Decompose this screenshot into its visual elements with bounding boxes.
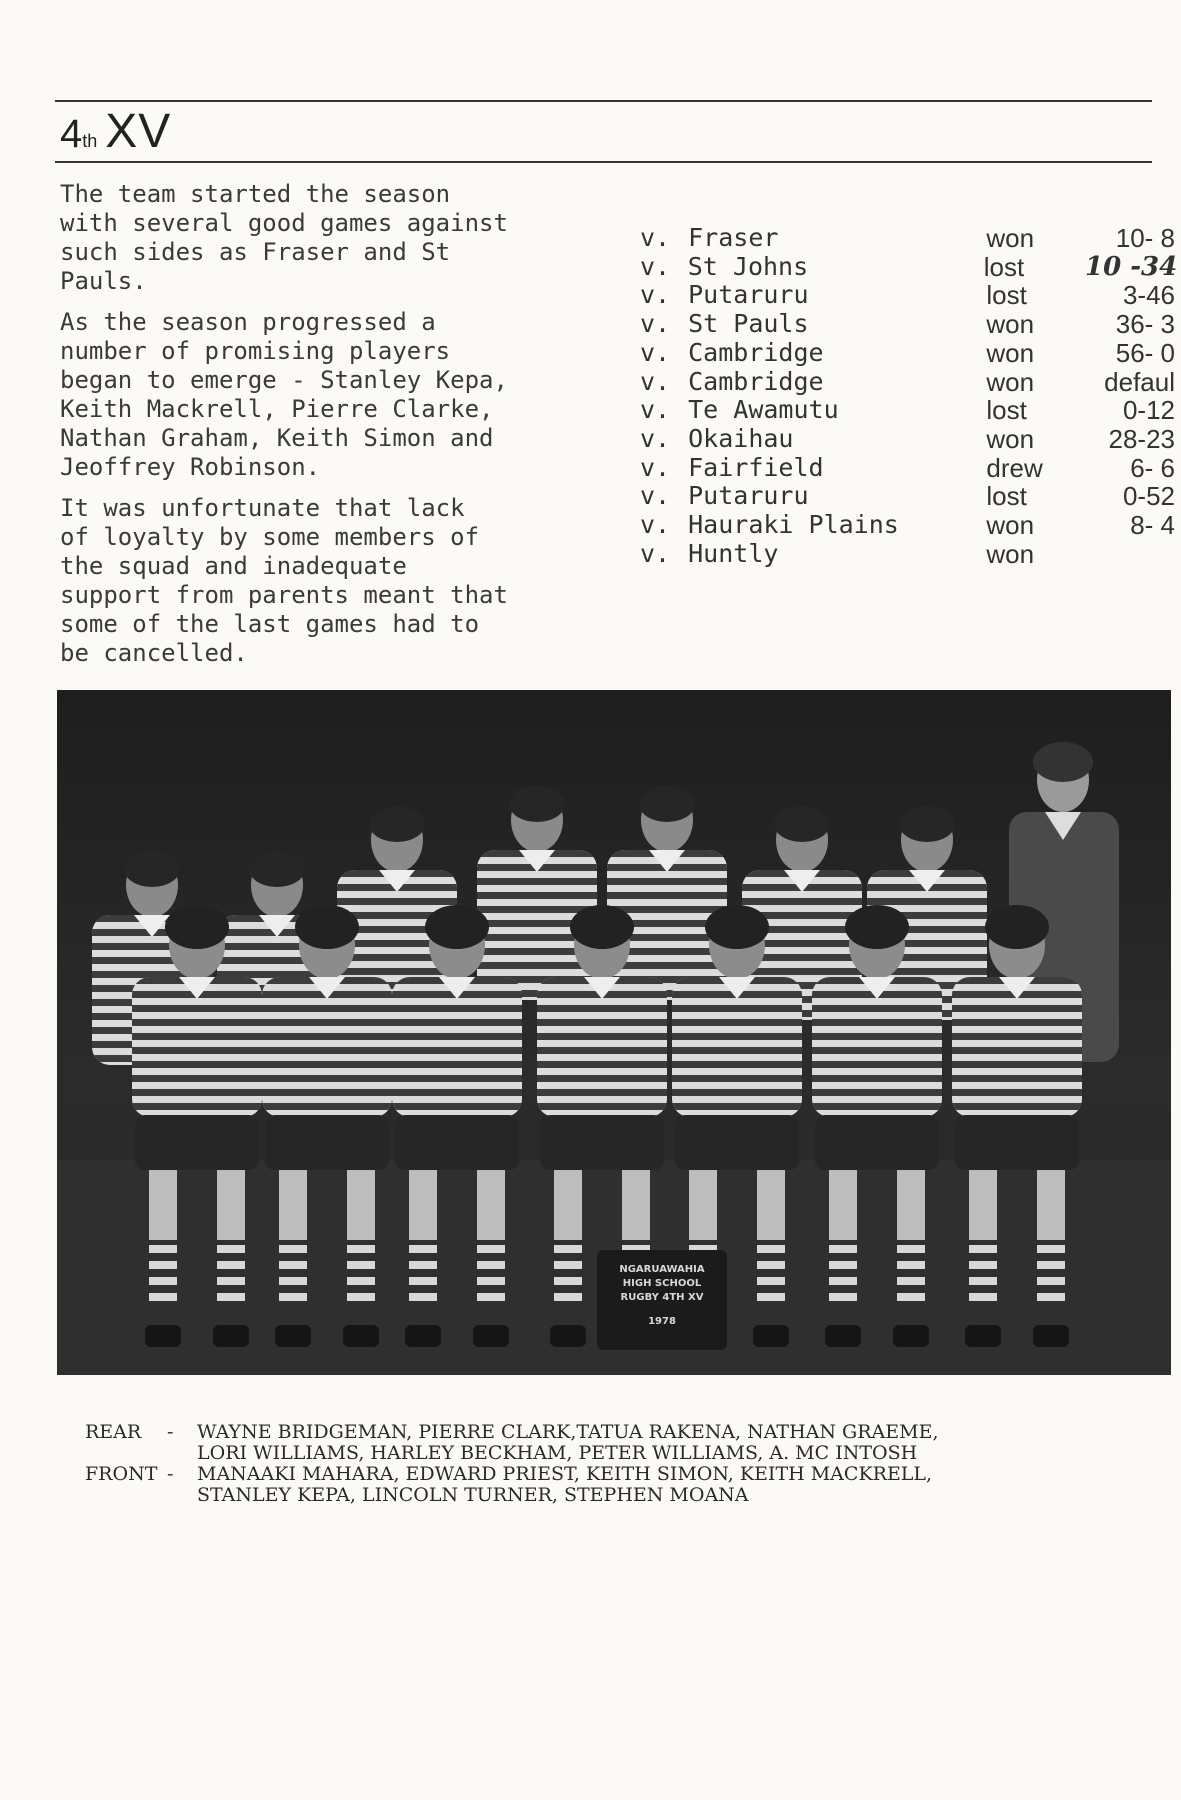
result-outcome: won [986,423,1035,454]
front-player-jersey-stripe [132,1047,262,1054]
result-score: 8- 4 [1130,510,1175,541]
front-player-jersey-stripe [672,1047,802,1054]
result-score: 36- 3 [1115,309,1175,340]
front-player-sock-hoop [757,1277,785,1285]
front-player-shorts [955,1115,1079,1170]
front-player-sock-hoop [1037,1277,1065,1285]
front-player-sock-hoop [829,1277,857,1285]
result-outcome: won [986,223,1035,253]
result-row [640,251,1178,282]
result-outcome: won [986,366,1035,397]
front-player-sock-hoop [409,1293,437,1301]
front-player-sock-hoop [554,1293,582,1301]
front-label: FRONT [85,1463,158,1485]
front-player-sock-hoop [554,1277,582,1285]
rear-player-jersey-stripe [477,878,597,885]
front-player-sock-hoop [1037,1245,1065,1253]
front-player-leg [897,1170,925,1240]
result-row [640,224,1175,253]
result-v: v. [640,366,671,396]
front-player-jersey-stripe [952,1005,1082,1012]
front-player-jersey-stripe [262,1103,392,1110]
intro-paragraph: The team started the season with several good games against such sides as Fraser and St Pauls. [60,180,508,295]
front-player-jersey-stripe [672,1033,802,1040]
front-player-jersey-stripe [537,1089,667,1096]
front-player-sock-hoop [149,1293,177,1301]
front-row [85,1464,1175,1485]
rear-row [85,1422,1175,1443]
result-score: defaul [1104,366,1175,397]
board-line: HIGH SCHOOL [622,1278,702,1289]
rear-names-line2: LORI WILLIAMS, HARLEY BECKHAM, PETER WILLIAMS, A. MC INTOSH [197,1442,918,1464]
front-player-jersey-stripe [392,1019,522,1026]
result-outcome: won [986,309,1035,340]
result-outcome: won [986,538,1035,569]
front-player-hair [845,905,909,949]
front-player-jersey-stripe [392,1103,522,1110]
rear-player-jersey-stripe [477,892,597,899]
front-player-shorts [815,1115,939,1170]
front-player-jersey-stripe [812,1061,942,1068]
front-player-sock-hoop [279,1261,307,1269]
front-player-jersey-stripe [952,1075,1082,1082]
front-player-jersey-stripe [537,1047,667,1054]
front-player-jersey-stripe [262,1089,392,1096]
front-player-sock-hoop [347,1277,375,1285]
result-row [640,482,1175,511]
front-player-jersey-stripe [392,1047,522,1054]
title-suffix: th [82,131,98,151]
coach-hair [1033,742,1093,782]
result-row [640,396,1175,425]
front-player-boot [405,1325,441,1347]
front-player-leg [409,1170,437,1240]
result-outcome: won [986,510,1035,541]
heading-rule [55,161,1152,163]
result-opponent: Fraser [688,223,779,252]
result-row [640,281,1175,310]
front-player-sock-hoop [897,1245,925,1253]
front-player-shorts [395,1115,519,1170]
front-player-boot [550,1325,586,1347]
result-opponent: Fairfield [688,452,824,482]
front-dash: - [167,1463,174,1485]
front-player-sock-hoop [217,1277,245,1285]
front-player-sock-hoop [477,1261,505,1269]
front-player-boot [965,1325,1001,1347]
front-player-leg [477,1170,505,1240]
result-v: v. [640,452,671,482]
result-row [640,339,1175,368]
front-player-shorts [540,1115,664,1170]
result-v: v. [640,337,671,367]
front-player-boot [893,1325,929,1347]
front-player-jersey-stripe [812,1005,942,1012]
intro-paragraph: As the season progressed a number of promising players began to emerge - Stanley Kepa, Keith Mackrell, Pierre Clarke, Nathan Graham, Keith Simon and Jeoffrey Robinson. [60,308,508,481]
front-player-leg [554,1170,582,1240]
front-player-boot [213,1325,249,1347]
front-player-sock-hoop [757,1245,785,1253]
front-player-sock-hoop [829,1245,857,1253]
front-player-sock-hoop [554,1261,582,1269]
front-player-sock-hoop [149,1277,177,1285]
result-row [640,540,1175,569]
front-player-sock-hoop [969,1245,997,1253]
front-player-sock-hoop [969,1293,997,1301]
front-player-sock-hoop [757,1293,785,1301]
front-player-shorts [675,1115,799,1170]
front-player-jersey-stripe [537,1103,667,1110]
result-opponent: Cambridge [688,366,824,396]
result-row [640,425,1175,454]
rear-player-hair [369,806,425,842]
front-player-leg [149,1170,177,1240]
front-player-leg [1037,1170,1065,1240]
front-player-boot [1033,1325,1069,1347]
front-player-jersey-stripe [952,1103,1082,1110]
front-player-jersey-stripe [952,1089,1082,1096]
front-player-sock-hoop [217,1245,245,1253]
result-v: v. [640,251,671,281]
front-player-sock-hoop [477,1245,505,1253]
result-row [640,310,1175,339]
front-player-jersey-stripe [392,1061,522,1068]
front-player-jersey-stripe [537,1019,667,1026]
result-outcome: won [986,337,1035,368]
front-player-jersey-stripe [672,1075,802,1082]
rear-player-hair [639,786,695,822]
front-player-sock-hoop [554,1245,582,1253]
result-opponent: Putaruru [688,481,809,511]
result-v: v. [640,395,671,425]
front-player-jersey-stripe [952,1033,1082,1040]
result-outcome: lost [986,280,1027,311]
result-row [640,511,1175,540]
rear-player-jersey-stripe [742,968,862,975]
front-player-hair [425,905,489,949]
result-opponent: Te Awamutu [688,395,839,425]
front-player-sock-hoop [477,1293,505,1301]
front-player-jersey-stripe [812,1089,942,1096]
result-v: v. [640,223,671,252]
intro-paragraph: It was unfortunate that lack of loyalty by some members of the squad and inadequate support from parents meant that some of the last games had to be cancelled. [60,494,508,667]
intro-text [60,180,620,680]
result-row [640,454,1175,483]
front-player-sock-hoop [347,1261,375,1269]
front-player-sock-hoop [897,1261,925,1269]
rear-player-hair [249,851,305,887]
front-player-sock-hoop [829,1261,857,1269]
result-score [1088,540,1175,569]
front-player-leg [689,1170,717,1240]
front-player-sock-hoop [149,1245,177,1253]
result-outcome: lost [986,481,1027,512]
front-player-boot [343,1325,379,1347]
front-player-jersey-stripe [537,1005,667,1012]
front-player-sock-hoop [477,1277,505,1285]
result-v: v. [640,538,671,568]
front-player-hair [570,905,634,949]
front-player-shorts [265,1115,389,1170]
front-player-shorts [135,1115,259,1170]
result-outcome: drew [986,452,1043,483]
front-player-boot [275,1325,311,1347]
result-score: 0-52 [1122,481,1175,512]
front-player-jersey-stripe [812,1103,942,1110]
front-player-jersey-stripe [672,1089,802,1096]
front-player-leg [347,1170,375,1240]
front-player-jersey-stripe [812,1047,942,1054]
front-player-leg [969,1170,997,1240]
front-player-hair [985,905,1049,949]
front-player-leg [217,1170,245,1240]
front-player-sock-hoop [409,1277,437,1285]
front-player-sock-hoop [217,1261,245,1269]
front-player-jersey-stripe [132,1005,262,1012]
front-player-jersey-stripe [262,1033,392,1040]
title-number: 4 [60,112,83,156]
result-opponent: Putaruru [688,280,809,310]
front-names-line1: MANAAKI MAHARA, EDWARD PRIEST, KEITH SIMON, KEITH MACKRELL, [197,1463,933,1485]
board-line: RUGBY 4TH XV [620,1292,704,1303]
rear-player-jersey-stripe [607,892,727,899]
rear-label: REAR [85,1421,142,1443]
front-player-jersey-stripe [672,1103,802,1110]
result-score: 6- 6 [1130,452,1175,483]
result-score: 56- 0 [1115,337,1175,368]
front-names-line2: STANLEY KEPA, LINCOLN TURNER, STEPHEN MOANA [197,1484,749,1506]
front-player-jersey-stripe [392,1089,522,1096]
front-player-hair [295,905,359,949]
result-v: v. [640,309,671,339]
front-player-hair [165,905,229,949]
front-player-jersey-stripe [812,1033,942,1040]
front-player-sock-hoop [347,1293,375,1301]
front-player-jersey-stripe [262,1005,392,1012]
result-v: v. [640,481,671,511]
result-v: v. [640,423,671,453]
result-outcome: lost [983,251,1025,282]
rear-player-hair [124,851,180,887]
results-list [640,223,1178,569]
result-score: 10- 8 [1115,223,1175,253]
front-player-jersey-stripe [672,1005,802,1012]
result-opponent: Hauraki Plains [688,510,899,540]
front-player-hair [705,905,769,949]
result-score: 10 -34 [1085,251,1178,282]
front-player-jersey-stripe [392,1005,522,1012]
rear-player-jersey-stripe [607,878,727,885]
front-player-jersey-stripe [672,1061,802,1068]
front-player-jersey-stripe [812,1019,942,1026]
front-player-leg [829,1170,857,1240]
front-player-jersey-stripe [392,1075,522,1082]
result-score: 28-23 [1108,423,1175,454]
front-player-sock-hoop [829,1293,857,1301]
photo-board-caption [602,1263,722,1329]
front-player-sock-hoop [217,1293,245,1301]
front-player-sock-hoop [409,1261,437,1269]
rear-player-jersey-stripe [867,898,987,905]
front-player-leg [622,1170,650,1240]
result-row [640,368,1175,397]
front-player-jersey-stripe [132,1019,262,1026]
result-opponent: St Johns [687,251,809,281]
front-player-sock-hoop [347,1245,375,1253]
front-player-jersey-stripe [672,1019,802,1026]
front-player-jersey-stripe [132,1103,262,1110]
front-player-jersey-stripe [262,1047,392,1054]
result-v: v. [640,510,671,540]
result-score: 0-12 [1122,395,1175,426]
front-player-sock-hoop [969,1277,997,1285]
front-player-jersey-stripe [537,1033,667,1040]
result-opponent: Cambridge [688,337,824,367]
top-rule [55,100,1152,102]
front-player-sock-hoop [279,1245,307,1253]
front-player-jersey-stripe [132,1075,262,1082]
front-player-sock-hoop [1037,1261,1065,1269]
front-player-jersey-stripe [952,1019,1082,1026]
front-player-jersey-stripe [132,1089,262,1096]
front-player-jersey-stripe [262,1075,392,1082]
front-player-sock-hoop [149,1261,177,1269]
rear-player-jersey-stripe [742,898,862,905]
front-player-boot [145,1325,181,1347]
front-player-sock-hoop [969,1261,997,1269]
rear-dash: - [167,1421,174,1443]
front-player-sock-hoop [409,1245,437,1253]
result-v: v. [640,280,671,310]
result-opponent: Huntly [688,538,779,568]
front-player-jersey-stripe [262,1019,392,1026]
front-player-boot [473,1325,509,1347]
front-player-jersey-stripe [132,1033,262,1040]
front-player-jersey-stripe [392,1033,522,1040]
rear-player-hair [899,806,955,842]
front-player-sock-hoop [279,1277,307,1285]
front-player-jersey-stripe [812,1075,942,1082]
front-player-boot [825,1325,861,1347]
front-player-jersey-stripe [132,1061,262,1068]
player-names [85,1422,1175,1506]
front-player-jersey-stripe [262,1061,392,1068]
front-player-sock-hoop [279,1293,307,1301]
team-photo [57,690,1171,1375]
board-line: NGARUAWAHIA [619,1264,705,1275]
result-score: 3-46 [1122,280,1175,311]
front-player-sock-hoop [897,1293,925,1301]
front-player-boot [753,1325,789,1347]
front-player-leg [279,1170,307,1240]
board-line: 1978 [648,1316,676,1327]
front-player-sock-hoop [897,1277,925,1285]
rear-player-jersey-stripe [337,898,457,905]
rear-player-hair [509,786,565,822]
front-player-jersey-stripe [537,1061,667,1068]
title-label: XV [105,105,172,158]
front-player-jersey-stripe [952,1061,1082,1068]
result-opponent: Okaihau [688,423,794,453]
front-player-sock-hoop [757,1261,785,1269]
front-player-jersey-stripe [952,1047,1082,1054]
rear-player-hair [774,806,830,842]
result-outcome: lost [986,395,1027,426]
rear-names-line1: WAYNE BRIDGEMAN, PIERRE CLARK,TATUA RAKENA, NATHAN GRAEME, [197,1421,939,1443]
result-opponent: St Pauls [688,309,809,339]
front-player-leg [757,1170,785,1240]
front-player-jersey-stripe [537,1075,667,1082]
front-player-sock-hoop [1037,1293,1065,1301]
